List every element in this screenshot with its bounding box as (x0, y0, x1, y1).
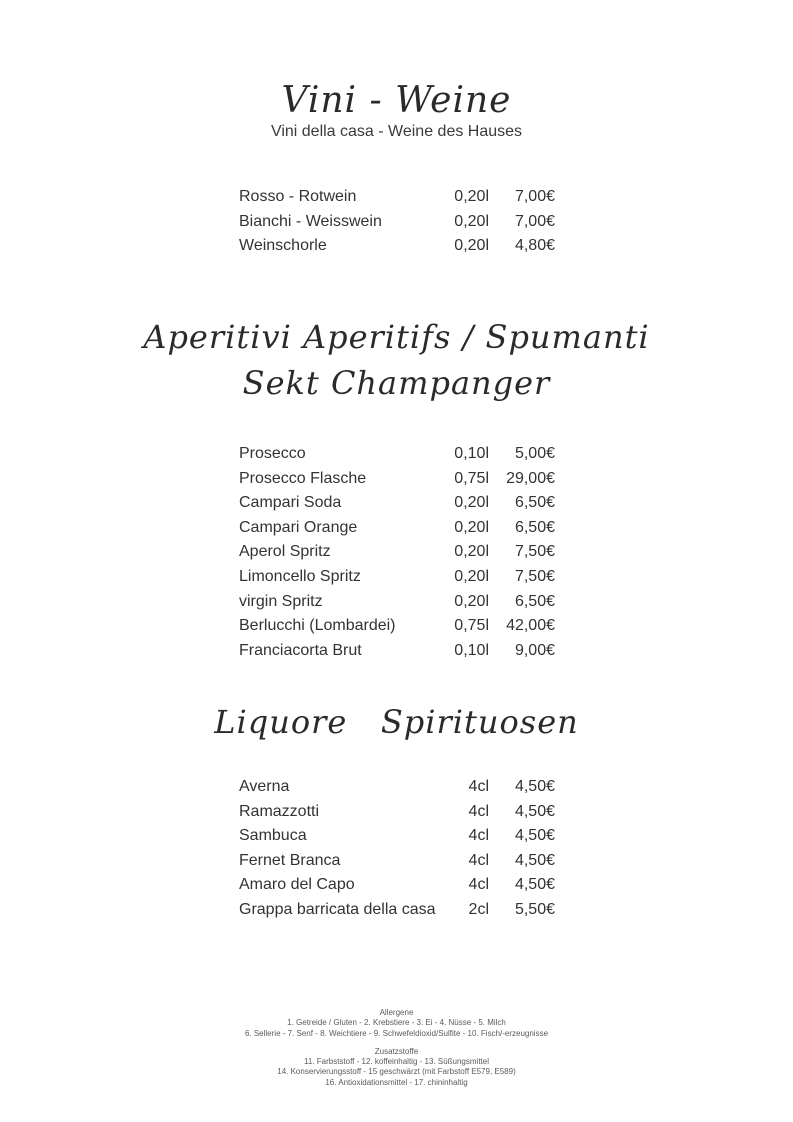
item-quantity: 0,10l (454, 641, 489, 659)
list-item (239, 775, 555, 800)
item-price: 42,00€ (506, 617, 555, 635)
item-price: 7,00€ (514, 212, 555, 230)
item-name: Aperol Spritz (239, 543, 331, 561)
item-name: Berlucchi (Lombardei) (239, 617, 396, 635)
item-quantity: 0,20l (454, 592, 489, 610)
list-item (239, 234, 555, 259)
item-quantity: 4cl (468, 827, 489, 845)
item-name: Ramazzotti (239, 802, 320, 820)
item-price: 29,00€ (506, 469, 555, 487)
item-name: Fernet Branca (239, 851, 341, 869)
item-name: virgin Spritz (239, 592, 323, 610)
item-quantity: 4cl (468, 851, 489, 869)
item-price: 4,50€ (514, 827, 555, 845)
list-item (239, 185, 555, 210)
list-item (239, 565, 555, 590)
list-item (239, 849, 555, 874)
item-name: Limoncello Spritz (239, 567, 361, 585)
item-name: Campari Orange (239, 518, 358, 536)
item-quantity: 0,20l (454, 237, 489, 255)
list-item (239, 516, 555, 541)
item-quantity: 0,10l (454, 445, 489, 462)
item-price: 4,50€ (514, 851, 555, 869)
item-price: 7,00€ (514, 188, 555, 205)
allergene-title: Allergene (379, 1008, 414, 1017)
item-price: 6,50€ (514, 592, 555, 610)
item-quantity: 4cl (468, 802, 489, 820)
item-price: 7,50€ (514, 543, 555, 561)
item-quantity: 0,20l (454, 567, 489, 585)
item-name: Grappa barricata della casa (239, 900, 436, 918)
allergene-line: 1. Getreide / Gluten - 2. Krebstiere - 3. Ei - 4. Nüsse - 5. Milch (287, 1018, 506, 1028)
item-quantity: 0,75l (454, 469, 489, 487)
item-name: Franciacorta Brut (239, 641, 362, 659)
item-name: Averna (239, 778, 290, 795)
item-name: Sambuca (239, 827, 307, 845)
liquore-section-title: Liquore Spirituosen (214, 703, 579, 741)
item-price: 4,50€ (514, 876, 555, 894)
spacer (0, 1039, 793, 1047)
wine-section-subtitle: Vini della casa - Weine des Hauses (270, 123, 523, 140)
allergen-footer (0, 1008, 793, 1088)
list-item (239, 824, 555, 849)
item-price: 4,50€ (514, 802, 555, 820)
zusatzstoffe-title: Zusatzstoffe (374, 1046, 419, 1056)
item-quantity: 0,20l (454, 518, 489, 536)
item-quantity: 0,20l (454, 212, 489, 230)
list-item (239, 491, 555, 516)
item-name: Prosecco (239, 445, 306, 462)
list-item (239, 210, 555, 235)
list-item (239, 898, 555, 923)
item-name: Weinschorle (239, 237, 327, 255)
liquore-list (239, 775, 555, 923)
list-item (239, 540, 555, 565)
list-item (239, 590, 555, 615)
item-price: 5,50€ (514, 900, 555, 918)
allergene-line: 6. Sellerie - 7. Senf - 8. Weichtiere - 9. Schwefeldioxid/Sulfite - 10. Fisch/-erzeugnisse (244, 1028, 549, 1038)
item-quantity: 0,20l (454, 543, 489, 561)
item-price: 9,00€ (514, 641, 555, 659)
item-quantity: 0,20l (454, 188, 489, 205)
aperitivi-section-title-line2: Sekt Champanger (242, 364, 551, 402)
zusatzstoffe-line: 16. Antioxidationsmittel - 17. chininhaltig (325, 1077, 468, 1087)
list-item (239, 873, 555, 898)
item-quantity: 0,75l (454, 617, 489, 635)
item-quantity: 4cl (468, 778, 489, 795)
item-name: Amaro del Capo (239, 876, 355, 894)
zusatzstoffe-line: 11. Farbststoff - 12. koffeinhaltig - 13. Süßungsmittel (304, 1057, 489, 1067)
item-price: 4,50€ (514, 778, 555, 795)
item-price: 6,50€ (514, 494, 555, 512)
list-item (239, 467, 555, 492)
zusatzstoffe-line: 14. Konservierungsstoff - 15 geschwärzt (mit Farbstoff E579, E589) (277, 1067, 516, 1077)
list-item (239, 614, 555, 639)
item-name: Bianchi - Weisswein (239, 212, 382, 230)
item-quantity: 2cl (468, 900, 489, 918)
list-item (239, 639, 555, 664)
item-quantity: 0,20l (454, 494, 489, 512)
item-quantity: 4cl (468, 876, 489, 894)
list-item (239, 800, 555, 825)
item-name: Campari Soda (239, 494, 342, 512)
item-price: 5,00€ (514, 445, 555, 462)
item-price: 7,50€ (514, 567, 555, 585)
wine-list (239, 185, 555, 259)
aperitivi-section-title: Aperitivi Aperitifs / Spumanti (143, 318, 650, 356)
item-name: Prosecco Flasche (239, 469, 367, 487)
wine-section-title: Vini - Weine (281, 80, 512, 121)
list-item (239, 442, 555, 467)
item-price: 6,50€ (514, 518, 555, 536)
aperitivi-list (239, 442, 555, 663)
item-price: 4,80€ (514, 237, 555, 255)
item-name: Rosso - Rotwein (239, 188, 357, 205)
